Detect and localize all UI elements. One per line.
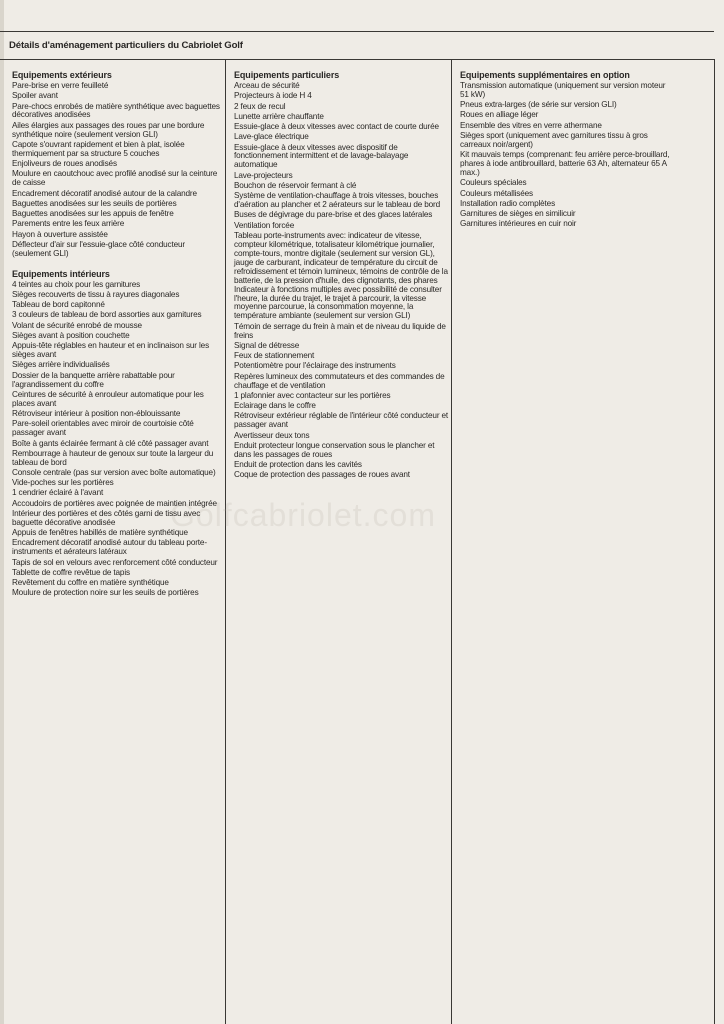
list-item: Buses de dégivrage du pare-brise et des glaces latérales — [234, 210, 433, 220]
list-item: Vide-poches sur les portières — [12, 478, 114, 488]
list-item: Parements entre les feux arrière — [12, 219, 125, 229]
section-heading: Equipements extérieurs — [12, 70, 112, 80]
list-item: Ventilation forcée — [234, 220, 295, 230]
list-item: Système de ventilation-chauffage à trois vitesses, bouches d'aération au plancher et 2 aérateurs sur le tableau de bord — [234, 191, 441, 210]
item-list — [234, 82, 450, 480]
list-item: Avertisseur deux tons — [234, 430, 310, 440]
list-item: Pare-chocs enrobés de matière synthétique avec baguettes décoratives anodisées — [12, 101, 220, 120]
list-item: Moulure de protection noire sur les seuils de portières — [12, 588, 199, 598]
list-item: Roues en alliage léger — [460, 110, 539, 120]
list-item: Rembourrage à hauteur de genoux sur toute la largeur du tableau de bord — [12, 448, 214, 467]
column-divider — [225, 59, 226, 1024]
list-item: Capote s'ouvrant rapidement et bien à plat, isolée thermiquement par sa structure 5 couches — [12, 139, 185, 158]
list-item: Sièges recouverts de tissu à rayures diagonales — [12, 289, 180, 299]
column-exterior-interior — [12, 70, 224, 600]
list-item: 2 feux de recul — [234, 101, 286, 111]
list-item: Revêtement du coffre en matière synthétique — [12, 578, 169, 588]
list-item: Kit mauvais temps (comprenant: feu arrière perce-brouillard, phares à iode antibrouillard, batterie 63 Ah, alternateur 65 A max.) — [460, 150, 670, 178]
list-item: Lave-projecteurs — [234, 170, 293, 180]
list-item: Enduit protecteur longue conservation sous le plancher et dans les passages de roues — [234, 440, 435, 459]
list-item: Pare-soleil orientables avec miroir de courtoisie côté passager avant — [12, 419, 194, 438]
list-item: Arceau de sécurité — [234, 81, 300, 90]
list-item: Tableau de bord capitonné — [12, 300, 105, 310]
list-item: Moulure en caoutchouc avec profilé anodisé sur la ceinture de caisse — [12, 169, 218, 188]
list-item: Tableau porte-instruments avec: indicateur de vitesse, compteur kilométrique, totalisateur kilométrique journalier, compte-tours, montre digitale (seulement sur version GL), jauge de carburant, indicateur de température du circuit de refroidissement et témoin lumineux, témoins de contrôle de la batterie, de la pression d'huile, des clignotants, des phares Indicateur à fonctions multiples avec possibilité de consulter l'heure, la durée du trajet, le trajet à parcourir, la vitesse moyenne parcourue, la consommation moyenne, la température ambiante (seulement sur version GLI) — [234, 230, 448, 321]
list-item: Encadrement décoratif anodisé autour du tableau porte-instruments et aérateurs latéraux — [12, 538, 207, 557]
list-item: Volant de sécurité enrobé de mousse — [12, 320, 142, 330]
list-item: Sièges avant à position couchette — [12, 330, 130, 340]
page-edge — [0, 0, 4, 1024]
list-item: Pare-brise en verre feuilleté — [12, 81, 109, 90]
title-rule — [0, 59, 714, 60]
list-item: Signal de détresse — [234, 340, 300, 350]
list-item: Accoudoirs de portières avec poignée de maintien intégrée — [12, 498, 217, 508]
list-item: Repères lumineux des commutateurs et des commandes de chauffage et de ventilation — [234, 371, 445, 390]
list-item: 1 plafonnier avec contacteur sur les portières — [234, 390, 391, 400]
list-item: Sièges sport (uniquement avec garnitures tissu à gros carreaux noir/argent) — [460, 130, 648, 149]
column-optional-equipment — [460, 70, 670, 231]
list-item: Garnitures intérieures en cuir noir — [460, 219, 577, 229]
list-item: Ceintures de sécurité à enrouleur automatique pour les places avant — [12, 389, 204, 408]
list-item: Couleurs spéciales — [460, 178, 527, 188]
list-item: 4 teintes au choix pour les garnitures — [12, 279, 141, 289]
list-item: Encadrement décoratif anodisé autour de la calandre — [12, 188, 197, 198]
list-item: Pneus extra-larges (de série sur version GLI) — [460, 100, 617, 110]
list-item: Couleurs métallisées — [460, 188, 533, 198]
list-item: Coque de protection des passages de roues avant — [234, 470, 410, 480]
item-list — [12, 281, 224, 599]
list-item: Rétroviseur intérieur à position non-éblouissante — [12, 409, 181, 419]
list-item: Projecteurs à iode H 4 — [234, 91, 312, 101]
list-item: Transmission automatique (uniquement sur version moteur 51 kW) — [460, 81, 666, 99]
list-item: Boîte à gants éclairée fermant à clé côté passager avant — [12, 438, 209, 448]
list-item: Potentiomètre pour l'éclairage des instruments — [234, 361, 396, 371]
top-rule — [0, 31, 714, 32]
list-item: Appuis de fenêtres habillés de matière synthétique — [12, 528, 188, 538]
list-item: Essuie-glace à deux vitesses avec dispositif de fonctionnement intermittent et de lavage-balayage automatique — [234, 142, 409, 170]
list-item: 3 couleurs de tableau de bord assorties aux garnitures — [12, 310, 202, 320]
section-heading: Equipements particuliers — [234, 70, 340, 80]
list-item: Installation radio complètes — [460, 198, 556, 208]
list-item: Console centrale (pas sur version avec boîte automatique) — [12, 467, 216, 477]
right-border — [714, 59, 715, 1024]
list-item: Appuis-tête réglables en hauteur et en inclinaison sur les sièges avant — [12, 341, 210, 360]
list-item: Baguettes anodisées sur les seuils de portières — [12, 198, 177, 208]
list-item: Sièges arrière individualisés — [12, 360, 110, 370]
list-item: Rétroviseur extérieur réglable de l'intérieur côté conducteur et passager avant — [234, 411, 449, 430]
list-item: Témoin de serrage du frein à main et de niveau du liquide de freins — [234, 321, 446, 340]
list-item: Ensemble des vitres en verre athermane — [460, 120, 602, 130]
section-heading: Equipements intérieurs — [12, 268, 110, 279]
list-item: 1 cendrier éclairé à l'avant — [12, 488, 104, 498]
list-item: Enjoliveurs de roues anodisés — [12, 159, 117, 169]
column-divider — [451, 59, 452, 1024]
list-item: Baguettes anodisées sur les appuis de fenêtre — [12, 209, 174, 219]
item-list — [460, 82, 670, 229]
list-item: Hayon à ouverture assistée — [12, 229, 108, 239]
list-item: Bouchon de réservoir fermant à clé — [234, 180, 357, 190]
watermark: Golfcabriolet.com — [170, 497, 436, 533]
list-item: Déflecteur d'air sur l'essuie-glace côté conducteur (seulement GLI) — [12, 239, 185, 258]
list-item: Lave-glace électrique — [234, 132, 309, 142]
list-item: Enduit de protection dans les cavités — [234, 460, 362, 469]
column-particular-equipment — [234, 70, 450, 482]
list-item: Intérieur des portières et des côtés garni de tissu avec baguette décorative anodisée — [12, 508, 201, 527]
list-item: Tapis de sol en velours avec renforcement côté conducteur — [12, 557, 218, 567]
page-title: Détails d'aménagement particuliers du Cabriolet Golf — [9, 40, 243, 51]
list-item: Spoiler avant — [12, 91, 58, 101]
list-item: Lunette arrière chauffante — [234, 111, 324, 121]
list-item: Eclairage dans le coffre — [234, 401, 316, 411]
list-item: Dossier de la banquette arrière rabattable pour l'agrandissement du coffre — [12, 370, 175, 389]
item-list — [12, 82, 224, 259]
list-item: Feux de stationnement — [234, 351, 315, 361]
list-item: Garnitures de sièges en similicuir — [460, 209, 576, 219]
list-item: Ailes élargies aux passages des roues par une bordure synthétique noire (seulement version GLI) — [12, 120, 205, 139]
section-heading: Equipements supplémentaires en option — [460, 70, 630, 80]
list-item: Tablette de coffre revêtue de tapis — [12, 567, 130, 577]
list-item: Essuie-glace à deux vitesses avec contact de courte durée — [234, 122, 439, 131]
